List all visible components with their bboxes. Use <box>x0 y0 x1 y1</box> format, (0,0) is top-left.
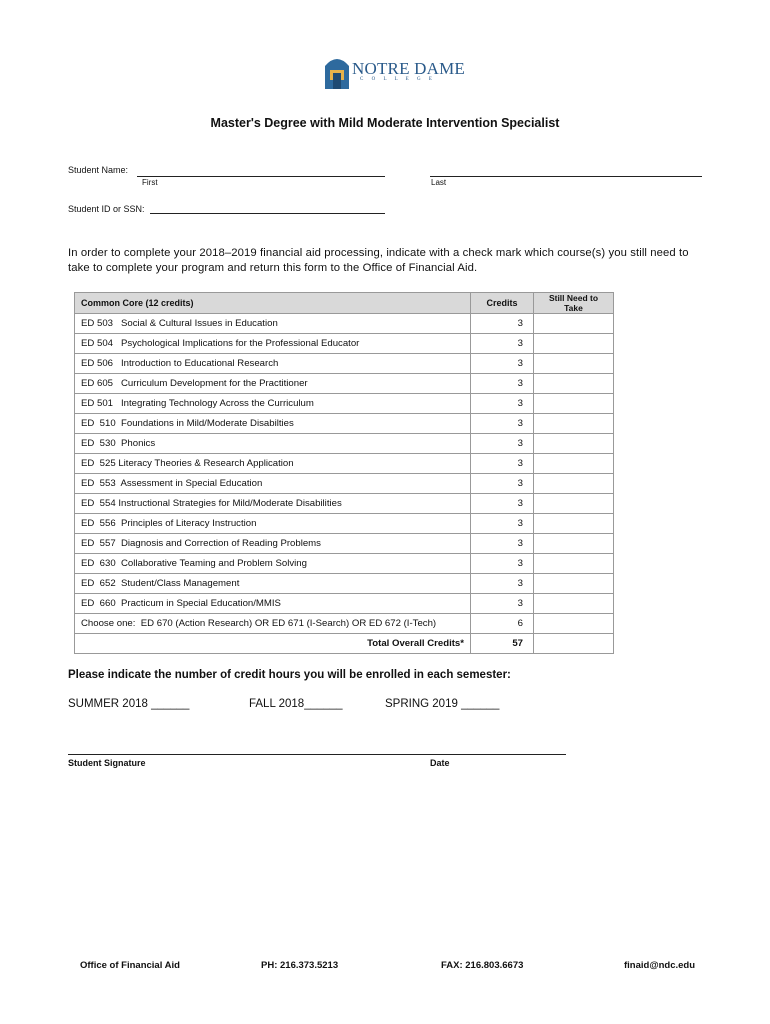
table-row <box>75 434 614 454</box>
logo-wordmark: NOTRE DAME <box>352 59 465 78</box>
table-row <box>75 354 614 374</box>
last-name-field[interactable] <box>430 176 702 177</box>
course-cell: ED 652 Student/Class Management <box>75 574 471 594</box>
credits-cell: 3 <box>471 354 534 374</box>
credits-cell: 3 <box>471 474 534 494</box>
still-need-checkbox-cell[interactable] <box>534 394 614 414</box>
course-cell: ED 630 Collaborative Teaming and Problem Solving <box>75 554 471 574</box>
course-cell: ED 504 Psychological Implications for the Professional Educator <box>75 334 471 354</box>
college-logo <box>322 52 465 90</box>
table-row <box>75 594 614 614</box>
still-need-checkbox-cell[interactable] <box>534 414 614 434</box>
course-cell: ED 510 Foundations in Mild/Moderate Disabilties <box>75 414 471 434</box>
table-row <box>75 334 614 354</box>
spring-field[interactable]: SPRING 2019 ______ <box>385 698 500 710</box>
total-blank-cell <box>534 634 614 654</box>
still-need-checkbox-cell[interactable] <box>534 574 614 594</box>
table-row <box>75 514 614 534</box>
footer-email: finaid@ndc.edu <box>624 960 696 971</box>
course-cell: ED 506 Introduction to Educational Research <box>75 354 471 374</box>
total-row <box>75 634 614 654</box>
credits-cell: 3 <box>471 334 534 354</box>
summer-field[interactable]: SUMMER 2018 ______ <box>68 698 190 710</box>
table-row <box>75 454 614 474</box>
still-need-header: Still Need to Take <box>534 293 614 314</box>
table-row <box>75 554 614 574</box>
student-id-label: Student ID or SSN: <box>68 204 145 214</box>
course-header: Common Core (12 credits) <box>75 293 471 314</box>
still-need-checkbox-cell[interactable] <box>534 494 614 514</box>
course-cell: ED 525 Literacy Theories & Research Application <box>75 454 471 474</box>
total-value: 57 <box>471 634 534 654</box>
still-need-checkbox-cell[interactable] <box>534 534 614 554</box>
course-cell: Choose one: ED 670 (Action Research) OR ED 671 (I-Search) OR ED 672 (I-Tech) <box>75 614 471 634</box>
credits-header: Credits <box>471 293 534 314</box>
table-row <box>75 614 614 634</box>
still-need-checkbox-cell[interactable] <box>534 594 614 614</box>
still-need-checkbox-cell[interactable] <box>534 434 614 454</box>
credits-cell: 3 <box>471 494 534 514</box>
course-cell: ED 556 Principles of Literacy Instruction <box>75 514 471 534</box>
course-cell: ED 557 Diagnosis and Correction of Reading Problems <box>75 534 471 554</box>
signature-line[interactable] <box>68 754 566 755</box>
credits-cell: 3 <box>471 594 534 614</box>
credits-cell: 3 <box>471 414 534 434</box>
signature-label: Student Signature <box>68 758 146 768</box>
semester-prompt: Please indicate the number of credit hours you will be enrolled in each semester: <box>68 669 511 681</box>
table-row <box>75 374 614 394</box>
last-label: Last <box>431 178 447 187</box>
still-need-checkbox-cell[interactable] <box>534 374 614 394</box>
still-need-checkbox-cell[interactable] <box>534 314 614 334</box>
still-need-checkbox-cell[interactable] <box>534 614 614 634</box>
first-label: First <box>142 178 158 187</box>
credits-cell: 3 <box>471 454 534 474</box>
table-row <box>75 494 614 514</box>
total-label: Total Overall Credits* <box>75 634 471 654</box>
course-cell: ED 530 Phonics <box>75 434 471 454</box>
course-cell: ED 554 Instructional Strategies for Mild/Moderate Disabilities <box>75 494 471 514</box>
credits-cell: 3 <box>471 374 534 394</box>
still-need-checkbox-cell[interactable] <box>534 474 614 494</box>
course-cell: ED 553 Assessment in Special Education <box>75 474 471 494</box>
credits-cell: 3 <box>471 574 534 594</box>
course-cell: ED 660 Practicum in Special Education/MMIS <box>75 594 471 614</box>
credits-cell: 6 <box>471 614 534 634</box>
still-need-checkbox-cell[interactable] <box>534 354 614 374</box>
chapel-icon <box>322 52 352 90</box>
credits-cell: 3 <box>471 394 534 414</box>
table-header <box>75 293 614 314</box>
table-row <box>75 474 614 494</box>
course-cell: ED 501 Integrating Technology Across the Curriculum <box>75 394 471 414</box>
still-need-checkbox-cell[interactable] <box>534 514 614 534</box>
table-row <box>75 314 614 334</box>
first-name-field[interactable] <box>137 176 385 177</box>
logo-subtitle: C O L L E G E <box>360 77 436 82</box>
credits-cell: 3 <box>471 314 534 334</box>
table-row <box>75 534 614 554</box>
credits-cell: 3 <box>471 534 534 554</box>
student-id-field[interactable] <box>150 213 385 214</box>
date-label: Date <box>430 758 450 768</box>
still-need-checkbox-cell[interactable] <box>534 554 614 574</box>
fall-field[interactable]: FALL 2018______ <box>249 698 343 710</box>
credits-cell: 3 <box>471 434 534 454</box>
course-table <box>74 292 614 654</box>
course-cell: ED 503 Social & Cultural Issues in Education <box>75 314 471 334</box>
table-row <box>75 394 614 414</box>
course-cell: ED 605 Curriculum Development for the Practitioner <box>75 374 471 394</box>
credits-cell: 3 <box>471 514 534 534</box>
instructions-text: In order to complete your 2018–2019 financial aid processing, indicate with a check mark which course(s) you still need to take to complete your program and return this form to the Office of Financial Aid. <box>68 247 689 274</box>
footer-phone: PH: 216.373.5213 <box>261 960 339 971</box>
table-row <box>75 414 614 434</box>
credits-cell: 3 <box>471 554 534 574</box>
footer-office: Office of Financial Aid <box>80 960 180 971</box>
student-name-label: Student Name: <box>68 165 129 175</box>
table-row <box>75 574 614 594</box>
footer-fax: FAX: 216.803.6673 <box>441 960 524 971</box>
still-need-checkbox-cell[interactable] <box>534 334 614 354</box>
page-title: Master's Degree with Mild Moderate Intervention Specialist <box>210 116 560 130</box>
still-need-checkbox-cell[interactable] <box>534 454 614 474</box>
